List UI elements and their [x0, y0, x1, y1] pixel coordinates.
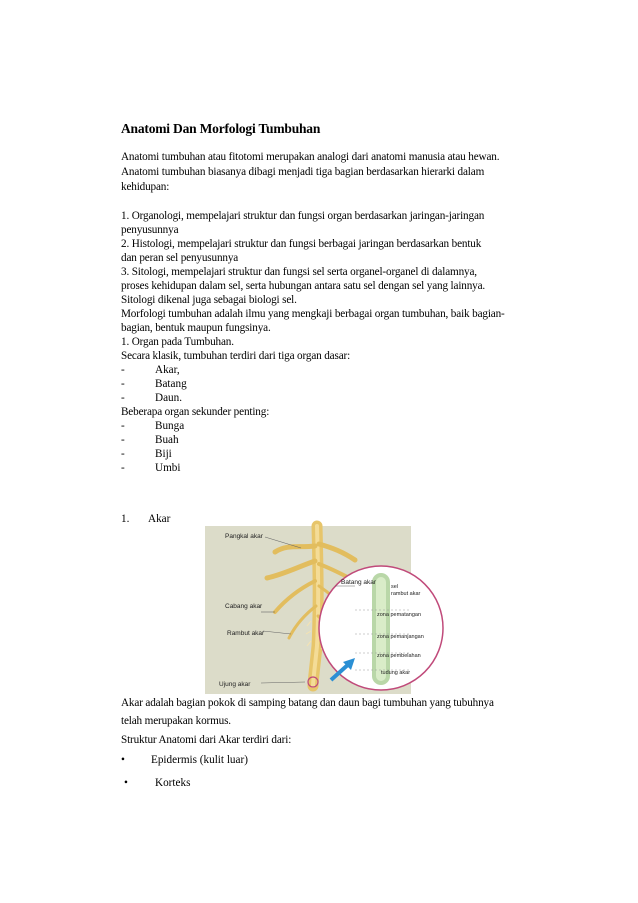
secondary-heading: Beberapa organ sekunder penting:: [121, 406, 270, 418]
desc-line: Akar adalah bagian pokok di samping batang dan daun bagi tumbuhan yang tubuhnya: [121, 697, 494, 709]
body-line: 2. Histologi, mempelajari struktur dan fungsi berbagai jaringan berdasarkan bentuk: [121, 238, 482, 250]
list-item: - Biji: [121, 448, 172, 460]
label-sel-rambut-akar: rambut akar: [391, 591, 421, 597]
root-diagram-svg: [205, 526, 424, 694]
list-item: - Buah: [121, 434, 179, 446]
body-line: 1. Organologi, mempelajari struktur dan fungsi organ berdasarkan jaringan-jaringan: [121, 210, 485, 222]
page-title: Anatomi Dan Morfologi Tumbuhan: [121, 121, 321, 136]
label-zona-pematangan: zona pematangan: [377, 612, 422, 618]
label-zona-pembelahan: zona pembelahan: [377, 653, 421, 659]
body-line: penyusunnya: [121, 224, 179, 236]
body-line: Sitologi dikenal juga sebagai biologi sel.: [121, 294, 297, 306]
list-item: - Bunga: [121, 420, 185, 432]
intro-line: Anatomi tumbuhan biasanya dibagi menjadi tiga bagian berdasarkan hierarki dalam: [121, 166, 485, 178]
label-cabang-akar: Cabang akar: [225, 603, 263, 610]
structure-intro: Struktur Anatomi dari Akar terdiri dari:: [121, 734, 292, 746]
list-item: • Epidermis (kulit luar): [121, 754, 248, 766]
label-rambut-akar: Rambut akar: [227, 630, 265, 637]
body-line: dan peran sel penyusunnya: [121, 252, 239, 264]
intro-line: Anatomi tumbuhan atau fitotomi merupakan analogi dari anatomi manusia atau hewan.: [121, 151, 500, 163]
label-ujung-akar: Ujung akar: [219, 681, 251, 688]
label-tudung-akar: tudung akar: [381, 670, 411, 676]
list-item: - Akar,: [121, 364, 180, 376]
body-line: Secara klasik, tumbuhan terdiri dari tiga organ dasar:: [121, 350, 351, 362]
intro-line: kehidupan:: [121, 181, 170, 193]
list-item: - Batang: [121, 378, 187, 390]
label-sel: sel: [391, 584, 399, 590]
desc-line: telah merupakan kormus.: [121, 715, 231, 727]
body-line: proses kehidupan dalam sel, serta hubungan antara satu sel dengan sel yang lainnya.: [121, 280, 486, 292]
list-item: - Umbi: [121, 462, 181, 474]
label-zona-pemanjangan: zona pemanjangan: [377, 634, 424, 640]
section-heading: 1. Akar: [121, 513, 171, 525]
list-item: • Korteks: [124, 777, 191, 789]
body-line: bagian, bentuk maupun fungsinya.: [121, 322, 271, 334]
label-batang-akar: Batang akar: [341, 579, 377, 586]
list-item: - Daun.: [121, 392, 183, 404]
body-line: 3. Sitologi, mempelajari struktur dan fungsi sel serta organel-organel di dalamnya,: [121, 266, 477, 278]
root-diagram: [205, 526, 424, 694]
body-line: 1. Organ pada Tumbuhan.: [121, 336, 234, 348]
label-pangkal-akar: Pangkal akar: [225, 533, 263, 540]
body-line: Morfologi tumbuhan adalah ilmu yang mengkaji berbagai organ tumbuhan, baik bagian-: [121, 308, 505, 320]
